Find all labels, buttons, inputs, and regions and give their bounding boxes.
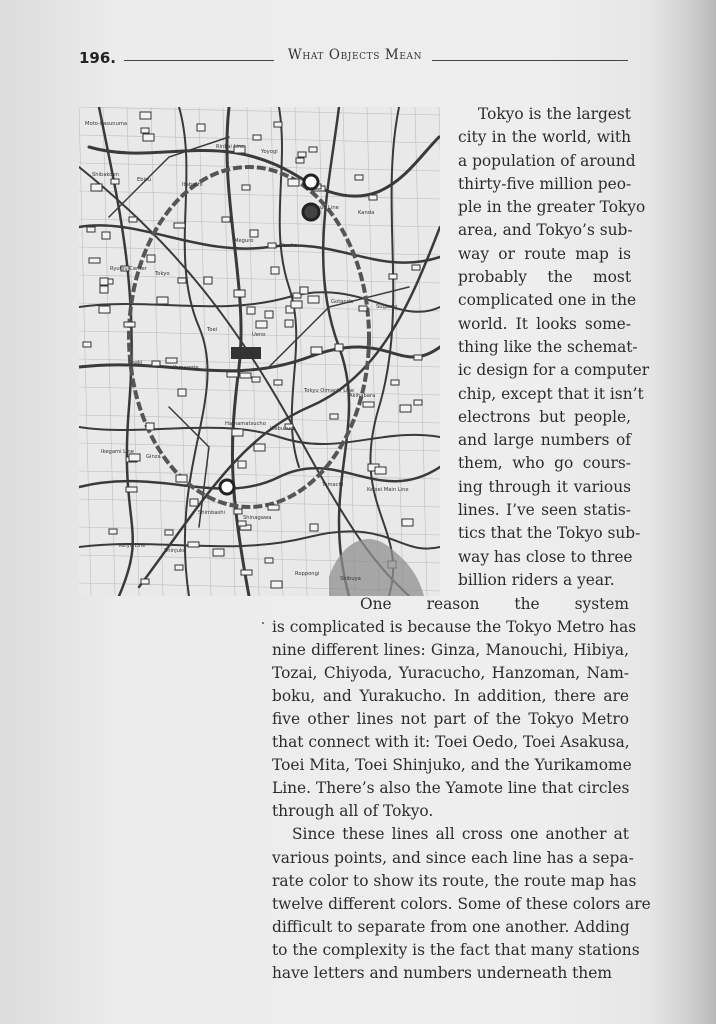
- text-line: boku, and Yurakucho. In addition, there are: [272, 687, 629, 706]
- station-label: Shimbashi: [198, 510, 225, 516]
- text-line: to the complexity is the fact that many stations: [272, 940, 640, 959]
- station-label: Ryutsu Center: [110, 266, 147, 272]
- text-line: way has close to three: [458, 547, 633, 566]
- station-marker: [335, 344, 343, 351]
- station-marker: [165, 530, 173, 535]
- station-marker: [175, 565, 183, 570]
- station-marker: [254, 444, 265, 451]
- station-marker: [256, 321, 267, 328]
- station-marker: [414, 355, 422, 360]
- station-label: Yoyogi: [261, 149, 278, 155]
- station-marker: [178, 389, 186, 396]
- station-marker: [124, 322, 135, 327]
- text-line: billion riders a year.: [458, 570, 615, 589]
- station-label: Akihabara: [349, 393, 376, 399]
- station-marker: [100, 278, 108, 285]
- station-marker: [147, 255, 155, 262]
- station-marker: [238, 521, 246, 526]
- station-marker: [242, 185, 250, 190]
- station-label: Sugamo: [376, 304, 398, 310]
- station-marker: [288, 179, 299, 186]
- station-marker: [355, 175, 363, 180]
- text-line: twelve different colors. Some of these colors are: [272, 894, 651, 913]
- station-marker: [111, 179, 119, 184]
- station-label: Moto-hasunuma: [85, 121, 128, 127]
- subway-map: [79, 107, 440, 596]
- station-label: Rinkai Line: [216, 144, 245, 150]
- station-label: Itabashi: [182, 182, 203, 188]
- header-rule-left: [124, 60, 274, 61]
- station-marker: [232, 429, 243, 436]
- station-marker: [238, 461, 246, 468]
- station-marker: [375, 467, 386, 474]
- station-marker: [274, 380, 282, 385]
- station-marker: [274, 122, 282, 127]
- station-marker: [265, 558, 273, 563]
- station-marker: [146, 423, 154, 430]
- text-line: One reason the system: [360, 595, 629, 613]
- station-marker: [213, 549, 224, 556]
- text-line: Tokyo is the largest: [478, 105, 631, 123]
- station-label: Gotanda: [331, 299, 354, 305]
- header-rule-right: [432, 60, 628, 61]
- station-marker: [140, 112, 151, 119]
- text-line: probably the most: [458, 268, 631, 287]
- station-marker: [400, 405, 411, 412]
- station-label: Yamanote: [173, 365, 199, 371]
- station-marker: [268, 243, 276, 248]
- station-marker: [91, 184, 102, 191]
- station-marker: [143, 134, 154, 141]
- map-grid-line: [415, 107, 427, 596]
- station-marker: [100, 286, 108, 293]
- station-marker: [87, 227, 95, 232]
- station-marker: [234, 290, 245, 297]
- station-marker: [176, 475, 187, 482]
- station-marker: [271, 581, 282, 588]
- station-marker: [268, 505, 279, 510]
- text-line: world. It looks some-: [458, 314, 631, 333]
- station-label: Toei: [207, 327, 218, 333]
- station-label: Keiyo Line: [119, 543, 146, 549]
- station-label: Ueno: [252, 332, 266, 338]
- station-marker: [253, 135, 261, 140]
- text-line: Line. There’s also the Yamote line that circles: [272, 779, 630, 798]
- station-marker: [363, 402, 374, 407]
- text-line: electrons but people,: [458, 407, 631, 426]
- station-label: Shibuya: [340, 576, 361, 582]
- station-marker: [414, 400, 422, 405]
- station-label: Tokyu Oimachi Line: [304, 388, 355, 394]
- text-line: five other lines not part of the Tokyo Metro: [272, 710, 629, 729]
- text-line: Toei Mita, Toei Shinjuko, and the Yurikamome: [272, 756, 632, 775]
- station-label: Tamachi: [322, 482, 344, 488]
- text-line: a population of around: [458, 151, 636, 170]
- station-label: Meguro: [234, 238, 254, 244]
- station-marker: [222, 217, 230, 222]
- station-marker: [309, 147, 317, 152]
- page-number: 196.: [79, 49, 117, 67]
- station-marker: [250, 230, 258, 237]
- text-line: thirty-five million peo-: [458, 174, 632, 193]
- station-marker: [265, 311, 273, 318]
- station-label: Kanda: [358, 210, 375, 216]
- map-grid-line: [79, 107, 440, 115]
- station-marker: [291, 301, 302, 308]
- station-label: Chuo Line: [313, 205, 339, 211]
- text-line: city in the world, with: [458, 128, 631, 147]
- map-grid-line: [79, 107, 91, 596]
- text-line: through all of Tokyo.: [272, 802, 434, 821]
- station-marker: [240, 373, 251, 378]
- map-grid-line: [439, 107, 440, 596]
- station-marker: [359, 306, 367, 311]
- station-label: Shinjuku: [164, 548, 187, 554]
- full-width-column: [272, 593, 651, 985]
- yamanote-loop: [129, 167, 369, 507]
- text-line: have letters and numbers underneath them: [272, 963, 612, 982]
- text-line: Since these lines all cross one another at: [292, 825, 629, 844]
- station-label: Ikegami Line: [101, 449, 134, 455]
- station-marker: [174, 223, 185, 228]
- station-marker: [126, 487, 137, 492]
- text-line: way or route map is: [458, 244, 631, 263]
- map-grid-line: [151, 107, 163, 596]
- station-marker: [412, 265, 420, 270]
- text-line: that connect with it: Toei Oedo, Toei Asakusa,: [272, 733, 630, 752]
- text-line: complicated one in the: [458, 291, 637, 310]
- station-label: Ikebukuro: [270, 426, 296, 432]
- station-marker: [389, 274, 397, 279]
- map-highlight-box: [231, 347, 261, 359]
- station-label: Ebisu: [137, 177, 152, 183]
- station-marker: [391, 380, 399, 385]
- text-line: chip, except that it isn’t: [458, 384, 644, 403]
- station-marker: [89, 258, 100, 263]
- text-line: thing like the schemat-: [458, 337, 638, 356]
- station-marker: [330, 414, 338, 419]
- station-label: Osaki: [128, 360, 143, 366]
- station-marker: [300, 287, 308, 294]
- text-line: and large numbers of: [458, 431, 631, 450]
- margin-mark: [262, 622, 264, 624]
- text-line: difficult to separate from one another. Adding: [272, 917, 630, 936]
- running-head: What Objects Mean: [287, 47, 423, 63]
- text-line: tics that the Tokyo sub-: [458, 524, 641, 543]
- text-line: ic design for a computer: [458, 361, 650, 380]
- station-marker: [227, 372, 238, 377]
- station-marker: [402, 519, 413, 526]
- station-marker: [152, 361, 160, 366]
- text-line: rate color to show its route, the route map has: [272, 871, 637, 890]
- text-line: lines. I’ve seen statis-: [458, 501, 631, 520]
- station-label: Hamamatsucho: [225, 421, 266, 427]
- station-marker: [190, 499, 198, 506]
- text-line: various points, and since each line has a sepa-: [272, 848, 634, 867]
- text-line: area, and Tokyo’s sub-: [458, 221, 633, 240]
- station-marker: [296, 158, 304, 163]
- text-line: Tozai, Chiyoda, Yuracucho, Hanzoman, Nam-: [272, 664, 629, 683]
- text-line: nine different lines: Ginza, Manouchi, Hibiya,: [272, 641, 629, 660]
- station-label: Otsuka: [279, 243, 298, 249]
- station-marker: [311, 347, 322, 354]
- map-grid-line: [79, 275, 440, 283]
- station-marker: [129, 454, 140, 461]
- station-marker: [241, 570, 252, 575]
- subway-map-figure: [79, 107, 440, 596]
- station-marker: [247, 307, 255, 314]
- station-marker: [310, 524, 318, 531]
- station-marker: [99, 306, 110, 313]
- station-marker: [197, 124, 205, 131]
- station-marker: [83, 342, 91, 347]
- map-grid-line: [79, 387, 440, 395]
- station-marker: [271, 267, 279, 274]
- station-label: Roppongi: [295, 571, 320, 577]
- station-marker: [129, 217, 137, 222]
- station-label: Shibakoen: [92, 172, 119, 178]
- station-marker: [252, 377, 260, 382]
- text-line: ple in the greater Tokyo: [458, 198, 646, 217]
- station-label: Tokyo: [155, 271, 170, 277]
- station-marker: [102, 232, 110, 239]
- station-label: Shinagawa: [243, 515, 272, 521]
- text-line: them, who go cours-: [458, 454, 631, 473]
- station-marker: [166, 358, 177, 363]
- station-marker: [141, 579, 149, 584]
- text-line: ing through it various: [458, 477, 631, 496]
- station-label: Ginza: [146, 454, 161, 460]
- right-column: [458, 103, 650, 592]
- station-marker: [285, 320, 293, 327]
- station-marker: [204, 277, 212, 284]
- station-marker: [308, 296, 319, 303]
- station-marker: [141, 128, 149, 133]
- station-marker: [234, 509, 242, 514]
- tokyo-bay-shading: [329, 539, 424, 596]
- station-marker: [157, 297, 168, 304]
- station-marker: [188, 542, 199, 547]
- station-marker: [298, 152, 306, 157]
- station-marker: [178, 278, 186, 283]
- station-marker: [369, 195, 377, 200]
- station-label: Keisei Main Line: [367, 487, 409, 493]
- station-marker: [109, 529, 117, 534]
- text-line: is complicated is because the Tokyo Metro has: [272, 618, 637, 637]
